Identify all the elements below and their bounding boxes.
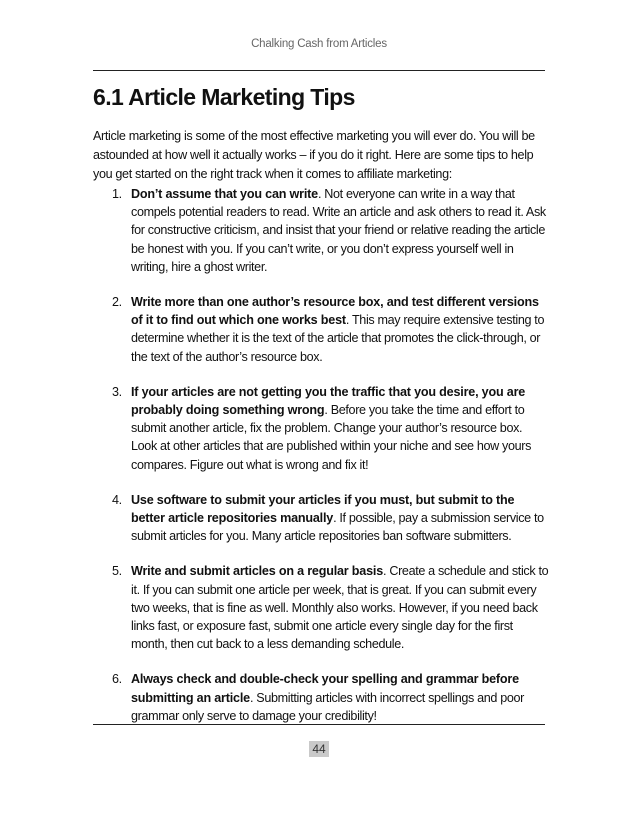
section-title: 6.1 Article Marketing Tips (93, 84, 355, 110)
header-rule (93, 70, 545, 71)
tip-heading: Write and submit articles on a regular basis (131, 564, 384, 579)
tip-heading: Write more than one author’s resource box, and test different versions of it to find out which one works best (131, 295, 539, 328)
footer-rule (93, 724, 545, 725)
tip-number: 1. (112, 187, 122, 201)
tip-item-2 (93, 293, 551, 366)
page-number (0, 742, 638, 756)
tip-number: 2. (112, 295, 122, 310)
tip-item-4 (93, 491, 551, 546)
tip-number: 5. (112, 564, 122, 579)
tip-number: 3. (112, 384, 122, 399)
page-number-value: 44 (309, 741, 328, 757)
tip-heading: If your articles are not getting you the traffic that you desire, you are probably doing something wrong (131, 384, 526, 418)
running-header: Chalking Cash from Articles (251, 38, 387, 50)
tip-text: . Not everyone can write in a way that compels potential readers to read. Write an article and ask others to read it. Ask for constructive criticism, and insist that your friend or relative reading the article be honest with you. If you can’t write, or you don’t express yourself well in writing, hire a ghost writer. (131, 187, 546, 274)
tip-text: . Before you take the time and effort to submit another article, fix the problem. Change your author’s resource box. Look at other articles that are published within your niche and see how yours compares. Figure out what is wrong and fix it! (131, 403, 532, 472)
tip-number: 4. (112, 492, 122, 507)
tip-heading: Don’t assume that you can write (131, 187, 318, 201)
tip-item-3 (93, 383, 551, 474)
tip-text: . Submitting articles with incorrect spellings and poor grammar only serve to damage your credibility! (131, 690, 525, 723)
tip-number: 6. (112, 672, 122, 687)
tip-text: . This may require extensive testing to determine whether it is the text of the article that promotes the click-through, or the text of the author’s resource box. (131, 313, 545, 364)
tip-text: . If possible, pay a submission service to submit articles for you. Many article repositories ban software submitters. (131, 511, 544, 544)
tip-item-1 (93, 185, 551, 276)
intro-paragraph: Article marketing is some of the most effective marketing you will ever do. You will be astounded at how well it actually works – if you do it right. Here are some tips to help you get started on the right track when it comes to affiliate marketing: (93, 129, 535, 181)
tip-heading: Use software to submit your articles if you must, but submit to the better article repositories manually (131, 492, 515, 526)
tip-heading: Always check and double-check your spelling and grammar before submitting an article (131, 672, 519, 705)
tips-list (93, 185, 551, 725)
tip-text: . Create a schedule and stick to it. If you can submit one article per week, that is great. If you can submit every two weeks, that is fine as well. Monthly also works. However, if you need back links fast, or exposure fast, submit one article every single day for the first month, then cut back to a less demanding schedule. (131, 564, 549, 652)
tip-item-6 (93, 670, 551, 725)
tip-item-5 (93, 562, 551, 653)
